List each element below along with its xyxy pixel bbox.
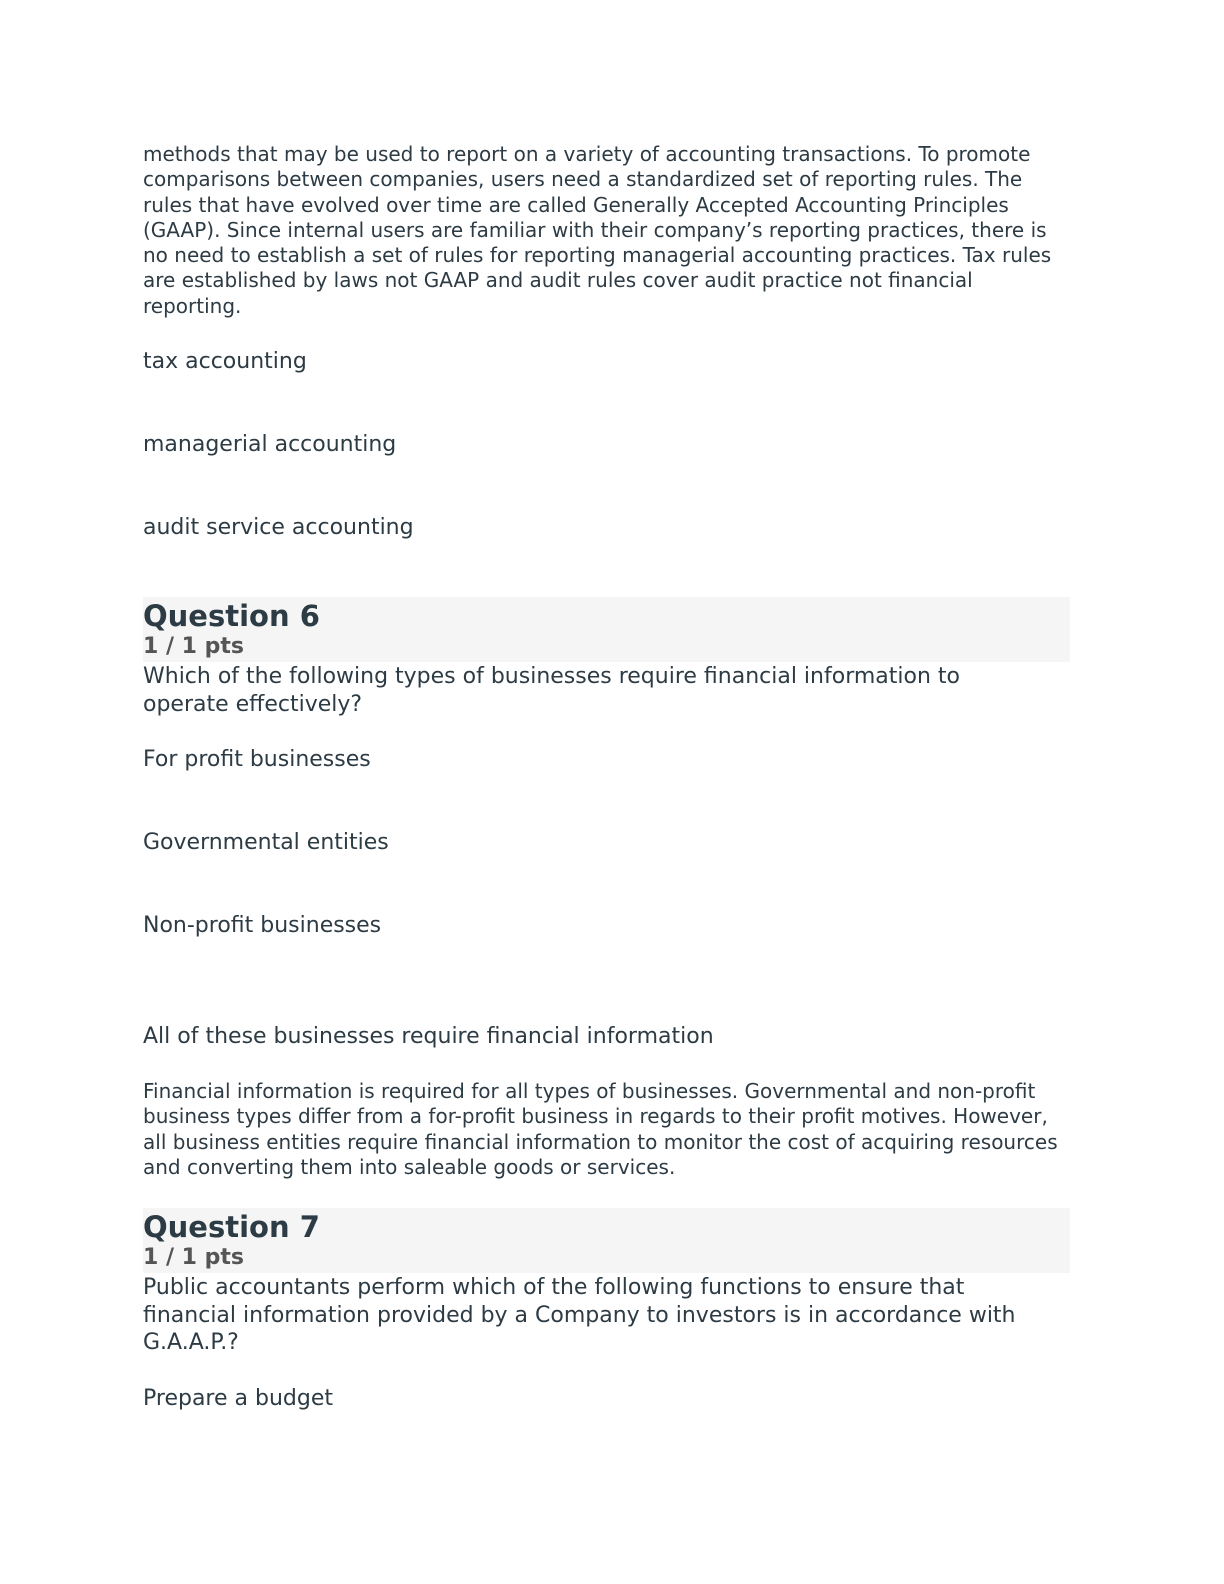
answer-option[interactable]: For profit businesses [143, 747, 371, 772]
question-text: Public accountants perform which of the following functions to ensure that financial information provided by a Company to investors is in accordance with G.A.A.P.? [143, 1275, 1016, 1355]
answer-option[interactable]: managerial accounting [143, 432, 397, 457]
question-6-header [143, 597, 1070, 662]
question-text: Which of the following types of businesses require financial information to operate effectively? [143, 664, 960, 717]
answer-option[interactable]: Prepare a budget [143, 1386, 333, 1411]
question-5-explanation: methods that may be used to report on a variety of accounting transactions. To promote comparisons between companies, users need a standardized set of reporting rules. The rules that have evolved over time are called Generally Accepted Accounting Principles (GAAP). Since internal users are familiar with their company’s reporting practices, there is no need to establish a set of rules for reporting managerial accounting practices. Tax rules are established by laws not GAAP and audit rules cover audit practice not financial reporting. [143, 142, 1052, 318]
answer-option[interactable]: audit service accounting [143, 515, 414, 540]
question-6-explanation: Financial information is required for all types of businesses. Governmental and non-profit business types differ from a for-profit business in regards to their profit motives. However, all business entities require financial information to monitor the cost of acquiring resources and converting them into saleable goods or services. [143, 1079, 1058, 1179]
answer-option[interactable]: Governmental entities [143, 830, 389, 855]
question-7-header [143, 1208, 1070, 1273]
question-points: 1 / 1 pts [143, 1245, 244, 1270]
question-points: 1 / 1 pts [143, 634, 244, 659]
answer-option[interactable]: Non-profit businesses [143, 913, 382, 938]
answer-option[interactable]: tax accounting [143, 349, 307, 374]
question-title: Question 6 [143, 599, 320, 633]
question-title: Question 7 [143, 1210, 320, 1244]
answer-option-correct[interactable]: All of these businesses require financial information [143, 1024, 714, 1049]
